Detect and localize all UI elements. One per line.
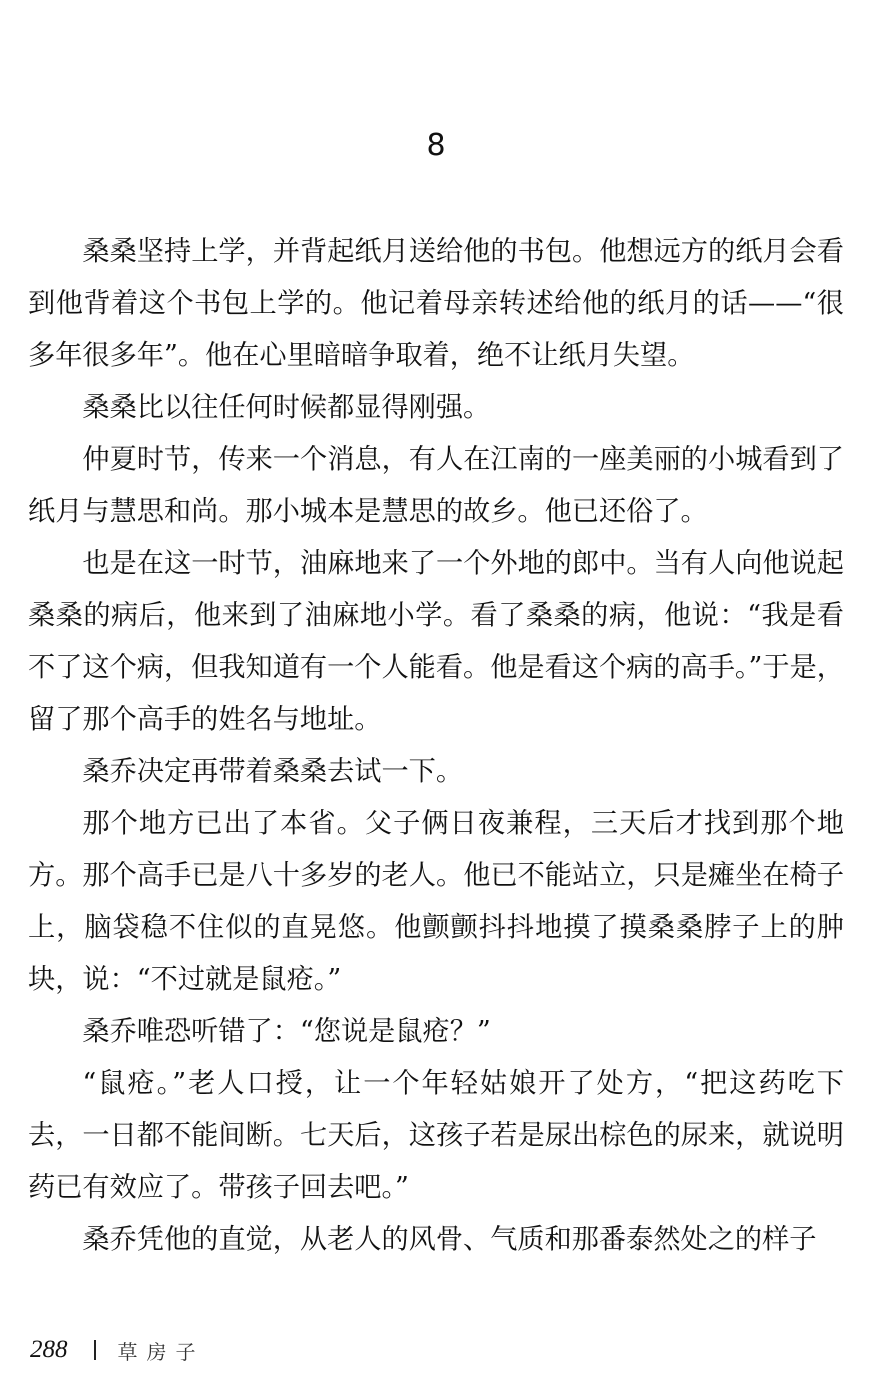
paragraph: 也是在这一时节，油麻地来了一个外地的郎中。当有人向他说起桑桑的病后，他来到了油麻地小学。看了桑桑的病，他说：“我是看不了这个病，但我知道有一个人能看。他是看这个病的高手。”于是，留了那个高手的姓名与地址。 xyxy=(28,548,844,735)
paragraph: 桑桑比以往任何时候都显得刚强。 xyxy=(82,392,491,423)
page-number: 288 xyxy=(30,1336,68,1363)
book-title: 草房子 xyxy=(117,1339,205,1364)
paragraph: 桑桑坚持上学，并背起纸月送给他的书包。他想远方的纸月会看到他背着这个书包上学的。他记着母亲转述给他的纸月的话——“很多年很多年”。他在心里暗暗争取着，绝不让纸月失望。 xyxy=(28,236,844,371)
paragraph: “鼠疮。”老人口授，让一个年轻姑娘开了处方，“把这药吃下去，一日都不能间断。七天后，这孩子若是尿出棕色的尿来，就说明药已有效应了。带孩子回去吧。” xyxy=(28,1068,844,1203)
paragraph: 桑乔唯恐听错了：“您说是鼠疮？” xyxy=(82,1016,491,1047)
paragraph: 仲夏时节，传来一个消息，有人在江南的一座美丽的小城看到了纸月与慧思和尚。那小城本是慧思的故乡。他已还俗了。 xyxy=(28,444,844,527)
paragraph: 那个地方已出了本省。父子俩日夜兼程，三天后才找到那个地方。那个高手已是八十多岁的老人。他已不能站立，只是瘫坐在椅子上，脑袋稳不住似的直晃悠。他颤颤抖抖地摸了摸桑桑脖子上的肿块，说：“不过就是鼠疮。” xyxy=(28,808,844,995)
chapter-body xyxy=(28,226,844,1266)
chapter-number: 8 xyxy=(426,128,446,163)
paragraph: 桑乔凭他的直觉，从老人的风骨、气质和那番泰然处之的样子 xyxy=(82,1224,817,1255)
paragraph: 桑乔决定再带着桑桑去试一下。 xyxy=(82,756,464,787)
footer-divider xyxy=(94,1340,96,1360)
page-footer xyxy=(30,1334,205,1366)
